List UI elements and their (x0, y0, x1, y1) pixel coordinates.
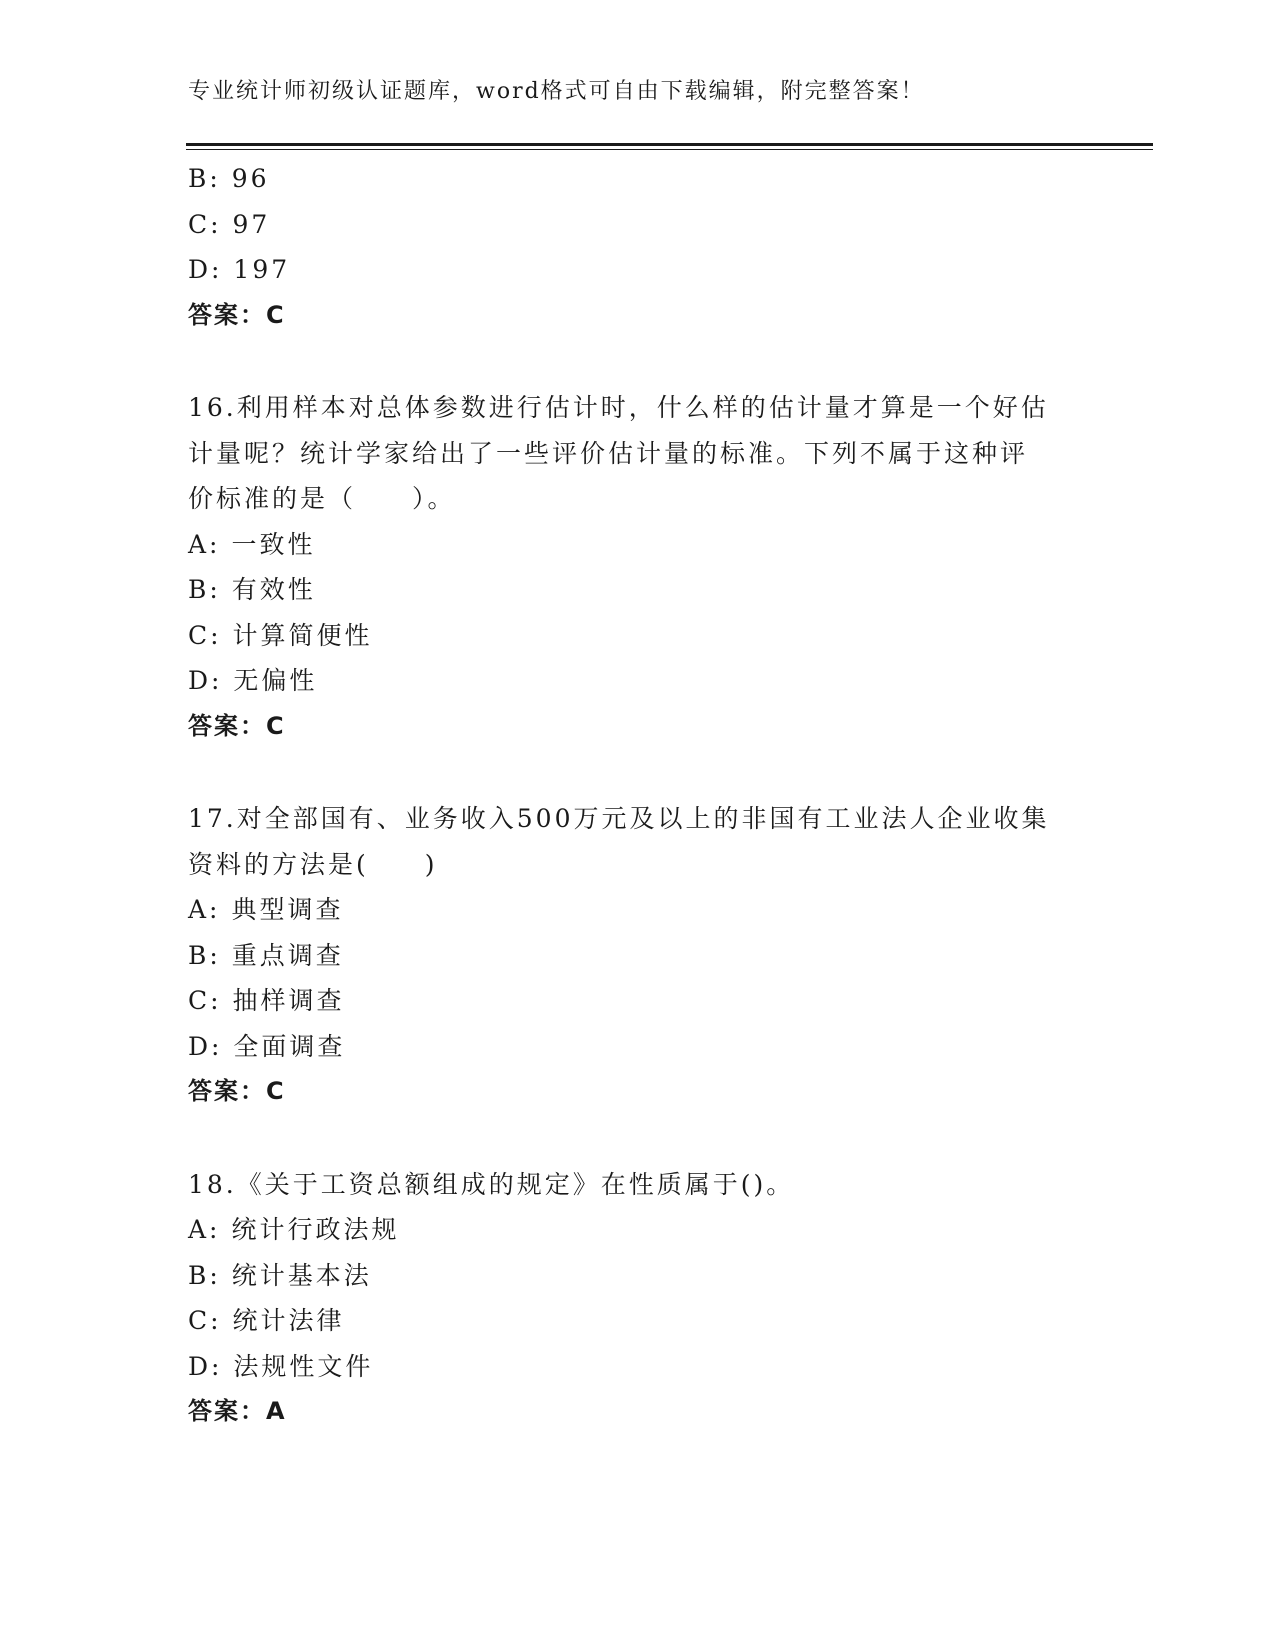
option-a: A: 统计行政法规 (188, 1215, 400, 1244)
answer: 答案：C (188, 711, 286, 740)
option-c: C: 抽样调查 (188, 986, 345, 1015)
answer: 答案：C (188, 300, 286, 329)
option-a: A: 一致性 (188, 529, 316, 559)
document-body (188, 156, 1088, 1435)
option-b: B: 统计基本法 (188, 1260, 372, 1290)
page-header: 专业统计师初级认证题库，word格式可自由下载编辑，附完整答案！ (188, 79, 925, 104)
option-d: D: 197 (188, 255, 291, 284)
question-text (188, 385, 1088, 522)
question-line: 价标准的是（ ）。 (188, 484, 456, 513)
question-line: 18.《关于工资总额组成的规定》在性质属于()。 (188, 1169, 795, 1199)
question-text (188, 796, 1088, 887)
option-b: B: 96 (188, 164, 270, 193)
question-18 (188, 1162, 1088, 1435)
option-b: B: 重点调查 (188, 940, 344, 970)
option-c: C: 97 (188, 209, 271, 239)
answer: 答案：A (188, 1397, 287, 1425)
question-text (188, 1162, 1088, 1208)
header-rule-thin (186, 149, 1153, 150)
option-d: D: 全面调查 (188, 1031, 346, 1061)
question-17 (188, 796, 1088, 1115)
question-line: 17.对全部国有、业务收入500万元及以上的非国有工业法人企业收集 (188, 804, 1050, 833)
header-rule-thick (186, 143, 1153, 146)
question-16 (188, 385, 1088, 749)
option-c: C: 计算简便性 (188, 620, 373, 650)
option-b: B: 有效性 (188, 575, 316, 604)
option-a: A: 典型调查 (188, 895, 344, 924)
option-d: D: 法规性文件 (188, 1351, 374, 1381)
question-15 (188, 156, 1088, 338)
option-d: D: 无偏性 (188, 666, 318, 695)
question-line: 16.利用样本对总体参数进行估计时，什么样的估计量才算是一个好估 (188, 393, 1049, 422)
option-c: C: 统计法律 (188, 1306, 345, 1335)
answer: 答案：C (188, 1077, 286, 1105)
question-line: 计量呢？统计学家给出了一些评价估计量的标准。下列不属于这种评 (188, 438, 1029, 468)
question-line: 资料的方法是( ) (188, 849, 438, 879)
